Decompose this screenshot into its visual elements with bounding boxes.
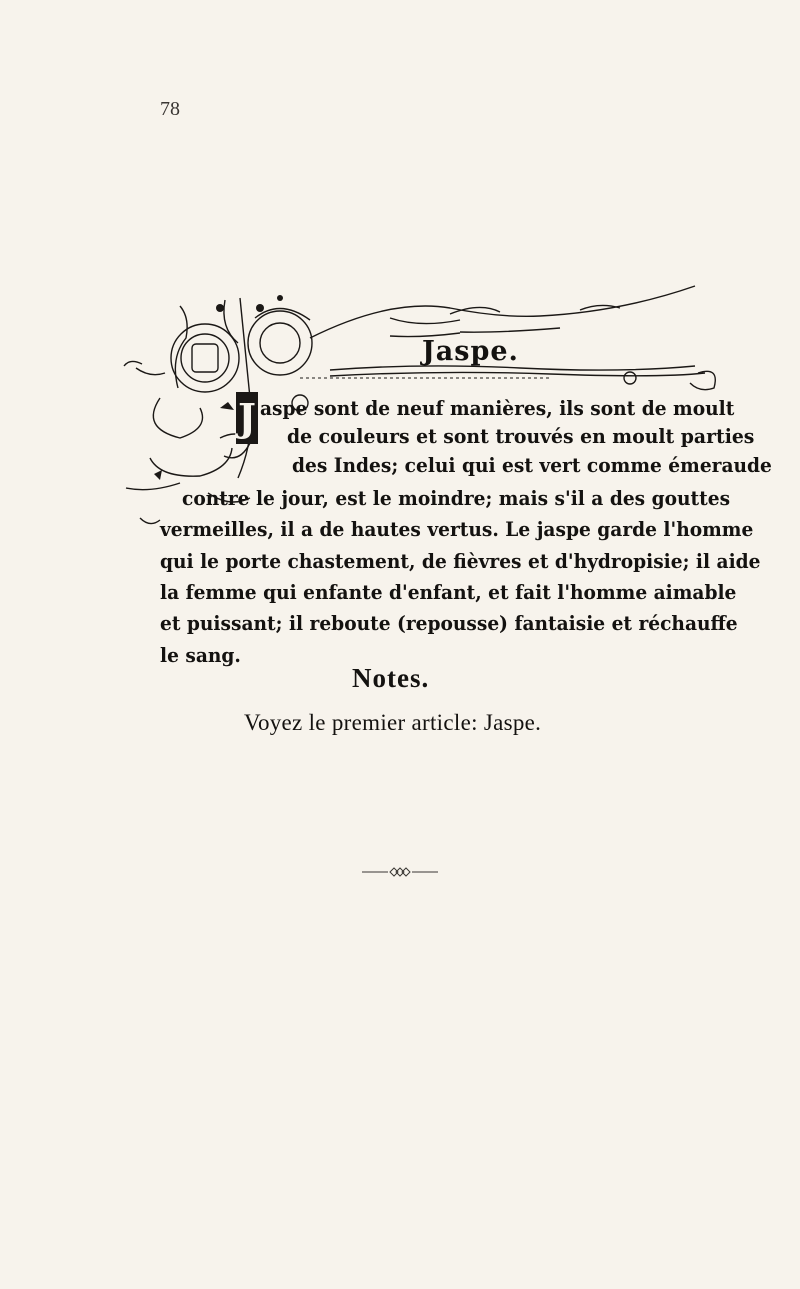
text-line: qui le porte chastement, de fièvres et d'hydropisie; il aide: [160, 549, 761, 573]
text-line: le sang.: [160, 643, 241, 667]
text-line: et puissant; il reboute (repousse) fantaisie et réchauffe: [160, 611, 738, 635]
page-number: 78: [160, 98, 180, 120]
text-line: de couleurs et sont trouvés en moult parties: [287, 424, 755, 448]
notes-text: Voyez le premier article: Jaspe.: [244, 710, 542, 735]
text-line: des Indes; celui qui est vert comme émeraude: [292, 453, 772, 477]
heading: Jaspe.: [422, 336, 519, 367]
text-line: la femme qui enfante d'enfant, et fait l'homme aimable: [160, 580, 737, 604]
text-line: contre le jour, est le moindre; mais s'il a des gouttes: [182, 486, 731, 510]
initial-letter: J: [236, 392, 258, 444]
text-line: vermeilles, il a de hautes vertus. Le jaspe garde l'homme: [160, 517, 754, 541]
text-line: aspe sont de neuf manières, ils sont de moult: [260, 396, 735, 420]
tail-piece-icon: [362, 866, 438, 878]
notes-title: Notes.: [352, 663, 430, 693]
